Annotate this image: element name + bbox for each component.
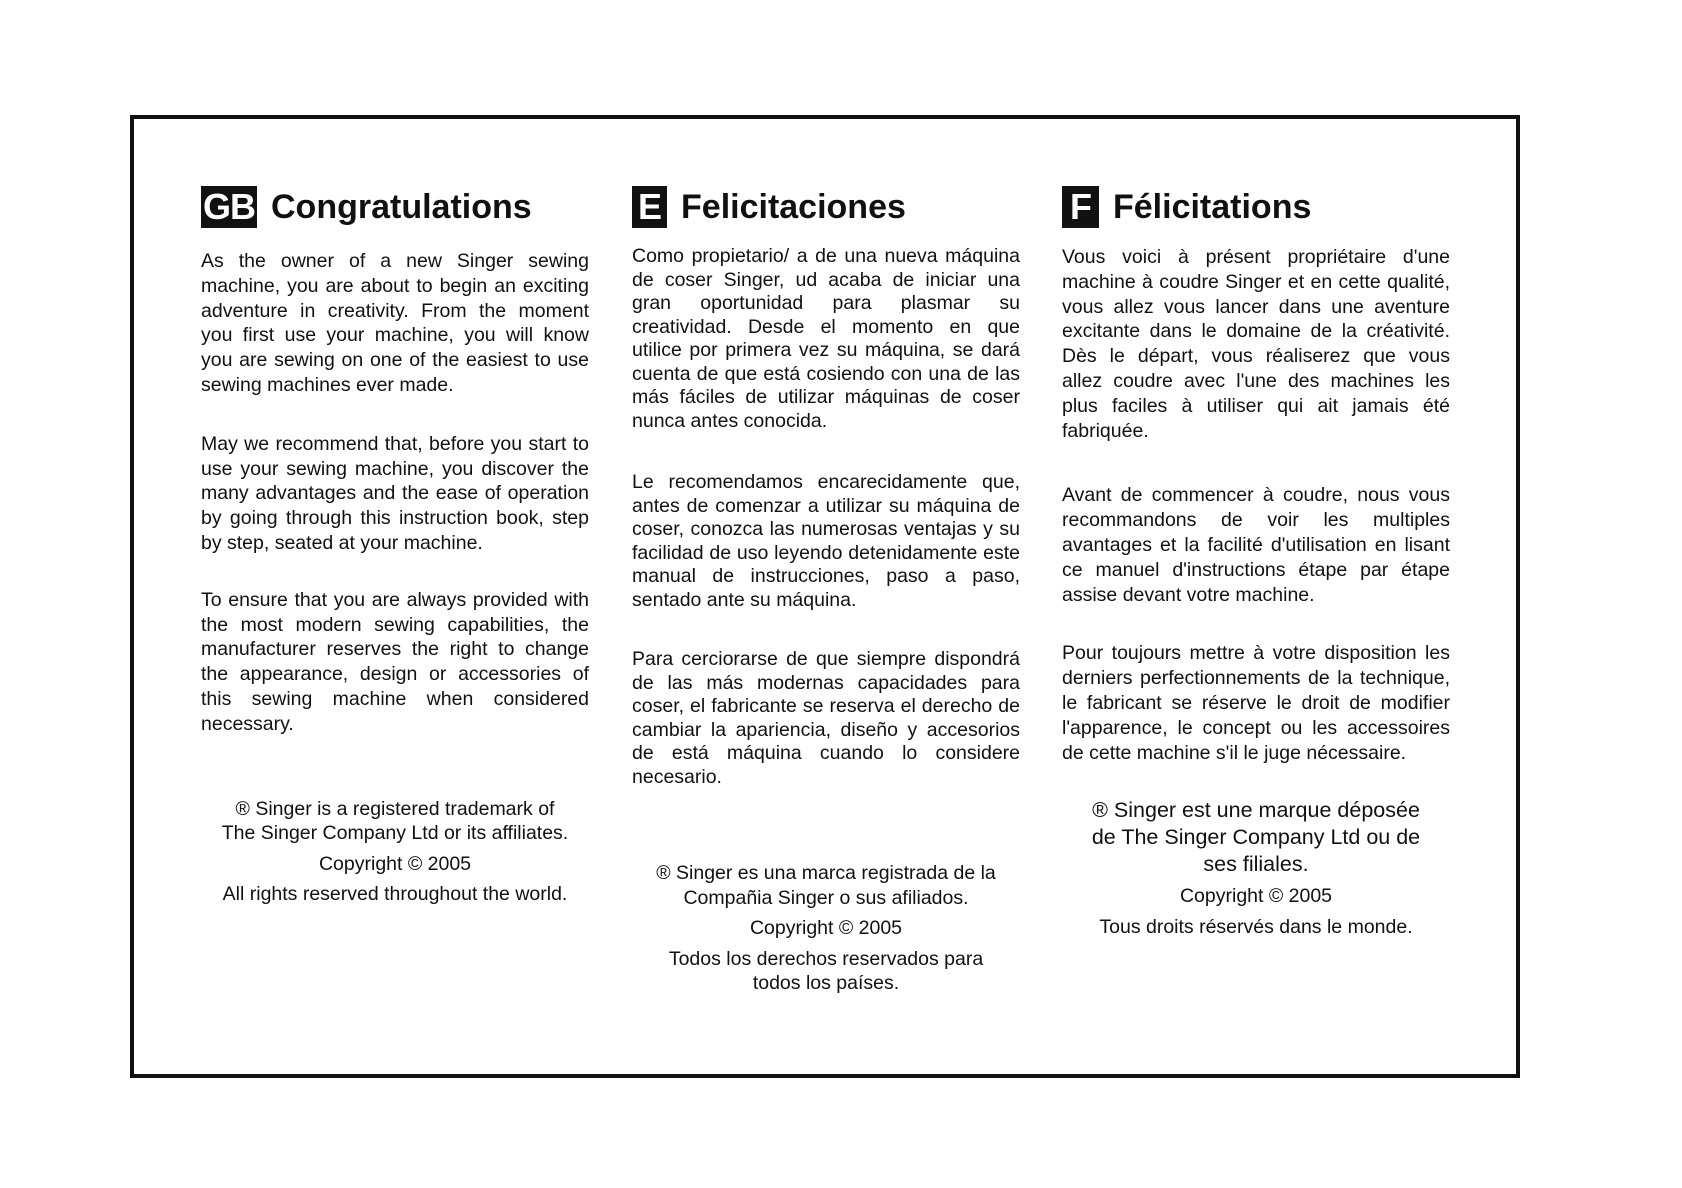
trademark-line-1: ® Singer es una marca registrada de la (656, 862, 996, 884)
column-english (201, 185, 589, 907)
section-title-french: Félicitations (1113, 188, 1312, 226)
trademark-line-2: The Singer Company Ltd or its affiliates. (221, 822, 569, 845)
rights-line-2: todos los países. (752, 972, 900, 994)
section-title-english: Congratulations (271, 188, 532, 226)
heading-french (1062, 185, 1450, 229)
paragraph-recommend: Avant de commencer à coudre, nous vous recommandons de voir les multiples avantages et la facilité d'utilisation en lisant ce manuel d'instructions étape par étape assise devant votre machine. (1062, 484, 1450, 606)
paragraph-intro: Vous voici à présent propriétaire d'une machine à coudre Singer et en cette qualité, vous allez vous lancer dans une aventure excitante dans le domaine de la créativité. Dès le départ, vous réaliserez que vous allez coudre avec l'une des machines les plus faciles à utiliser qui ait jamais été fabriquée. (1062, 246, 1450, 442)
paragraph-recommend: Le recomendamos encarecidamente que, antes de comenzar a utilizar su máquina de coser, conozca las numerosas ventajas y su facilidad de uso leyendo detenidamente este manual de instrucciones, paso a paso, sentado ante su máquina. (632, 471, 1020, 611)
paragraph-recommend: May we recommend that, before you start to use your sewing machine, you discover the many advantages and the ease of operation by going through this instruction book, step by step, seated at your machine. (201, 432, 589, 554)
section-title-spanish: Felicitaciones (681, 188, 906, 226)
paragraph-rights-reserve: To ensure that you are always provided with the most modern sewing capabilities, the manufacturer reserves the right to change the appearance, design or accessories of this sewing machine when considered necessary. (201, 588, 589, 735)
column-french (1062, 185, 1450, 939)
trademark-line-1: ® Singer is a registered trademark of (235, 797, 555, 820)
paragraph-intro: Como propietario/ a de una nueva máquina de coser Singer, ud acaba de iniciar una gran oportunidad para plasmar su creatividad. Desde el momento en que utilice por primera vez su máquina, se dará cuenta de que está cosiendo con una de las más fáciles de utilizar máquinas de coser nunca antes conocida. (632, 245, 1020, 432)
column-spanish (632, 185, 1020, 996)
rights-line-1: Todos los derechos reservados para (668, 947, 984, 970)
trademark-line-1: ® Singer est une marque déposée (1092, 798, 1420, 823)
language-badge-f: F (1062, 186, 1099, 228)
paragraph-rights-reserve: Pour toujours mettre à votre disposition les derniers perfectionnements de la technique, le fabricant se réserve le droit de modifier l'apparence, le concept ou les accessoires de cette machine s'il le juge nécessaire. (1062, 642, 1450, 764)
trademark-line-2: de The Singer Company Ltd ou de (1091, 825, 1421, 850)
copyright-line: Copyright © 2005 (1179, 885, 1333, 908)
heading-english (201, 185, 589, 229)
rights-line-1: Tous droits réservés dans le monde. (1099, 915, 1413, 938)
copyright-line: Copyright © 2005 (318, 852, 472, 875)
legal-notice-english (201, 797, 589, 907)
paragraph-rights-reserve: Para cerciorarse de que siempre dispondrá de las más modernas capacidades para coser, el fabricante se reserva el derecho de cambiar la apariencia, diseño y accesorios de está máquina cuando lo considere necesario. (632, 648, 1020, 788)
trademark-line-3: ses filiales. (1203, 852, 1309, 877)
legal-notice-spanish (632, 861, 1020, 996)
rights-line-1: All rights reserved throughout the world. (222, 883, 568, 906)
copyright-line: Copyright © 2005 (749, 917, 903, 939)
heading-spanish (632, 185, 1020, 229)
trademark-line-2: Compañia Singer o sus afiliados. (683, 886, 969, 909)
language-badge-e: E (632, 186, 667, 228)
language-badge-gb: GB (203, 186, 255, 227)
legal-notice-french (1062, 797, 1450, 939)
paragraph-intro: As the owner of a new Singer sewing machine, you are about to begin an exciting adventure in creativity. From the moment you first use your machine, you will know you are sewing on one of the easiest to use sewing machines ever made. (201, 250, 589, 396)
